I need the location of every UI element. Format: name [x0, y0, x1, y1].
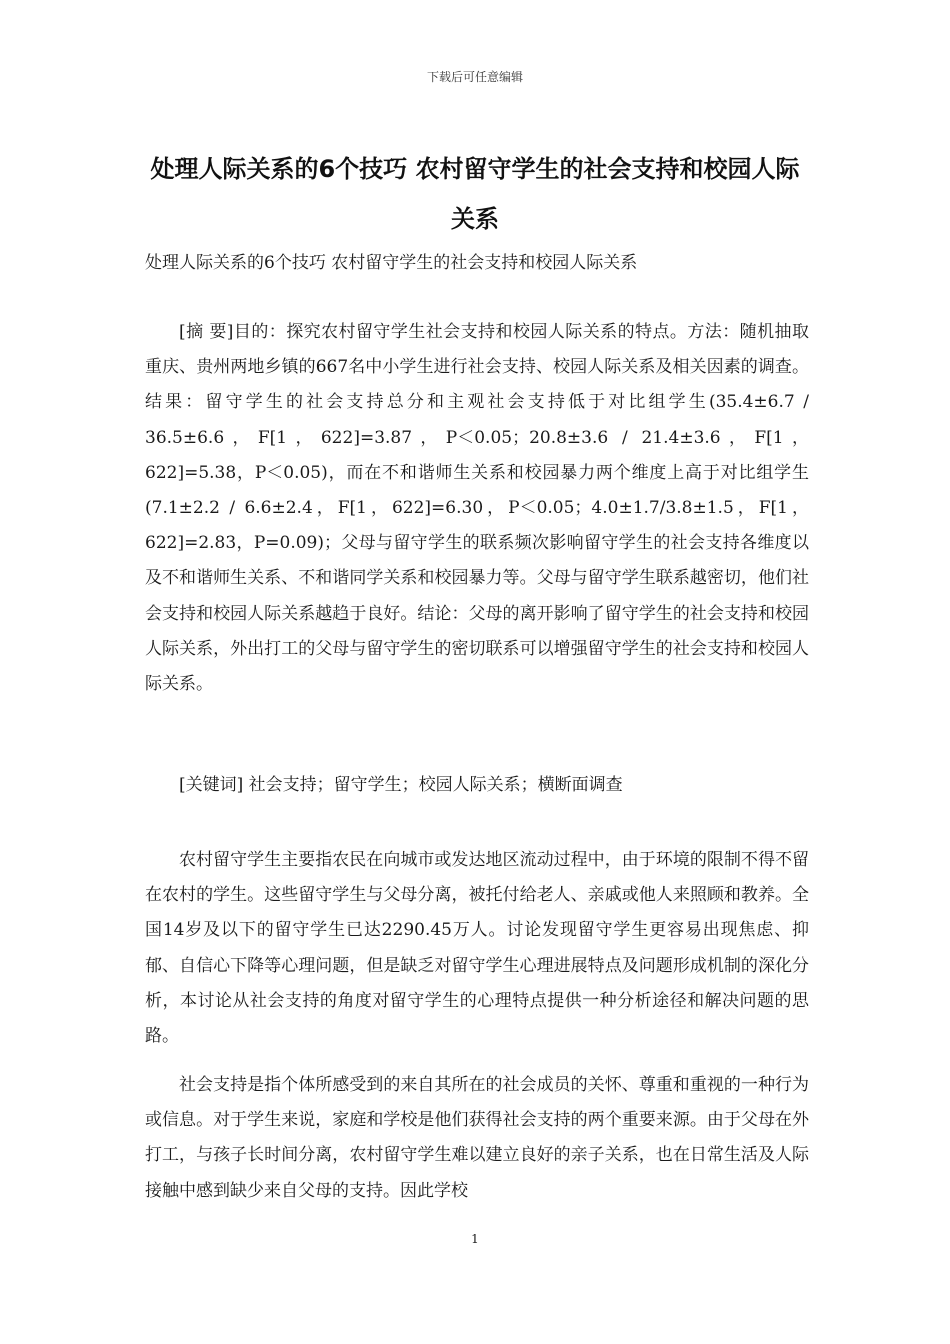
abstract-paragraph: [摘 要]目的：探究农村留守学生社会支持和校园人际关系的特点。方法：随机抽取重庆、贵州两地乡镇的667名中小学生进行社会支持、校园人际关系及相关因素的调查。结果：留守学生的社会支持总分和主观社会支持低于对比组学生(35.4±6.7 / 36.5±6.6，F[1，622]=3.87，P＜0.05；20.8±3.6 / 21.4±3.6，F[1，622]=5.38，P＜0.05)，而在不和谐师生关系和校园暴力两个维度上高于对比组学生(7.1±2.2 / 6.6±2.4，F[1，622]=6.30，P＜0.05；4.0±1.7/3.8±1.5，F[1，622]=2.83，P=0.09)；父母与留守学生的联系频次影响留守学生的社会支持各维度以及不和谐师生关系、不和谐同学关系和校园暴力等。父母与留守学生联系越密切，他们社会支持和校园人际关系越趋于良好。结论：父母的离开影响了留守学生的社会支持和校园人际关系，外出打工的父母与留守学生的密切联系可以增强留守学生的社会支持和校园人际关系。 [145, 322, 809, 695]
page-number: 1 [471, 1232, 479, 1246]
document-title: 处理人际关系的6个技巧 农村留守学生的社会支持和校园人际关系 [150, 155, 800, 233]
body-paragraph-1: 农村留守学生主要指农民在向城市或发达地区流动过程中，由于环境的限制不得不留在农村的学生。这些留守学生与父母分离，被托付给老人、亲戚或他人来照顾和教养。全国14岁及以下的留守学生已达2290.45万人。讨论发现留守学生更容易出现焦虑、抑郁、自信心下降等心理问题，但是缺乏对留守学生心理进展特点及问题形成机制的深化分析，本讨论从社会支持的角度对留守学生的心理特点提供一种分析途径和解决问题的思路。 [145, 850, 809, 1047]
keywords-paragraph: [关键词] 社会支持；留守学生；校园人际关系；横断面调查 [179, 775, 623, 795]
body-paragraph-2: 社会支持是指个体所感受到的来自其所在的社会成员的关怀、尊重和重视的一种行为或信息。对于学生来说，家庭和学校是他们获得社会支持的两个重要来源。由于父母在外打工，与孩子长时间分离，农村留守学生难以建立良好的亲子关系，也在日常生活及人际接触中感到缺少来自父母的支持。因此学校 [145, 1075, 809, 1201]
document-subtitle: 处理人际关系的6个技巧 农村留守学生的社会支持和校园人际关系 [145, 253, 638, 273]
header-note: 下载后可任意编辑 [426, 70, 523, 84]
